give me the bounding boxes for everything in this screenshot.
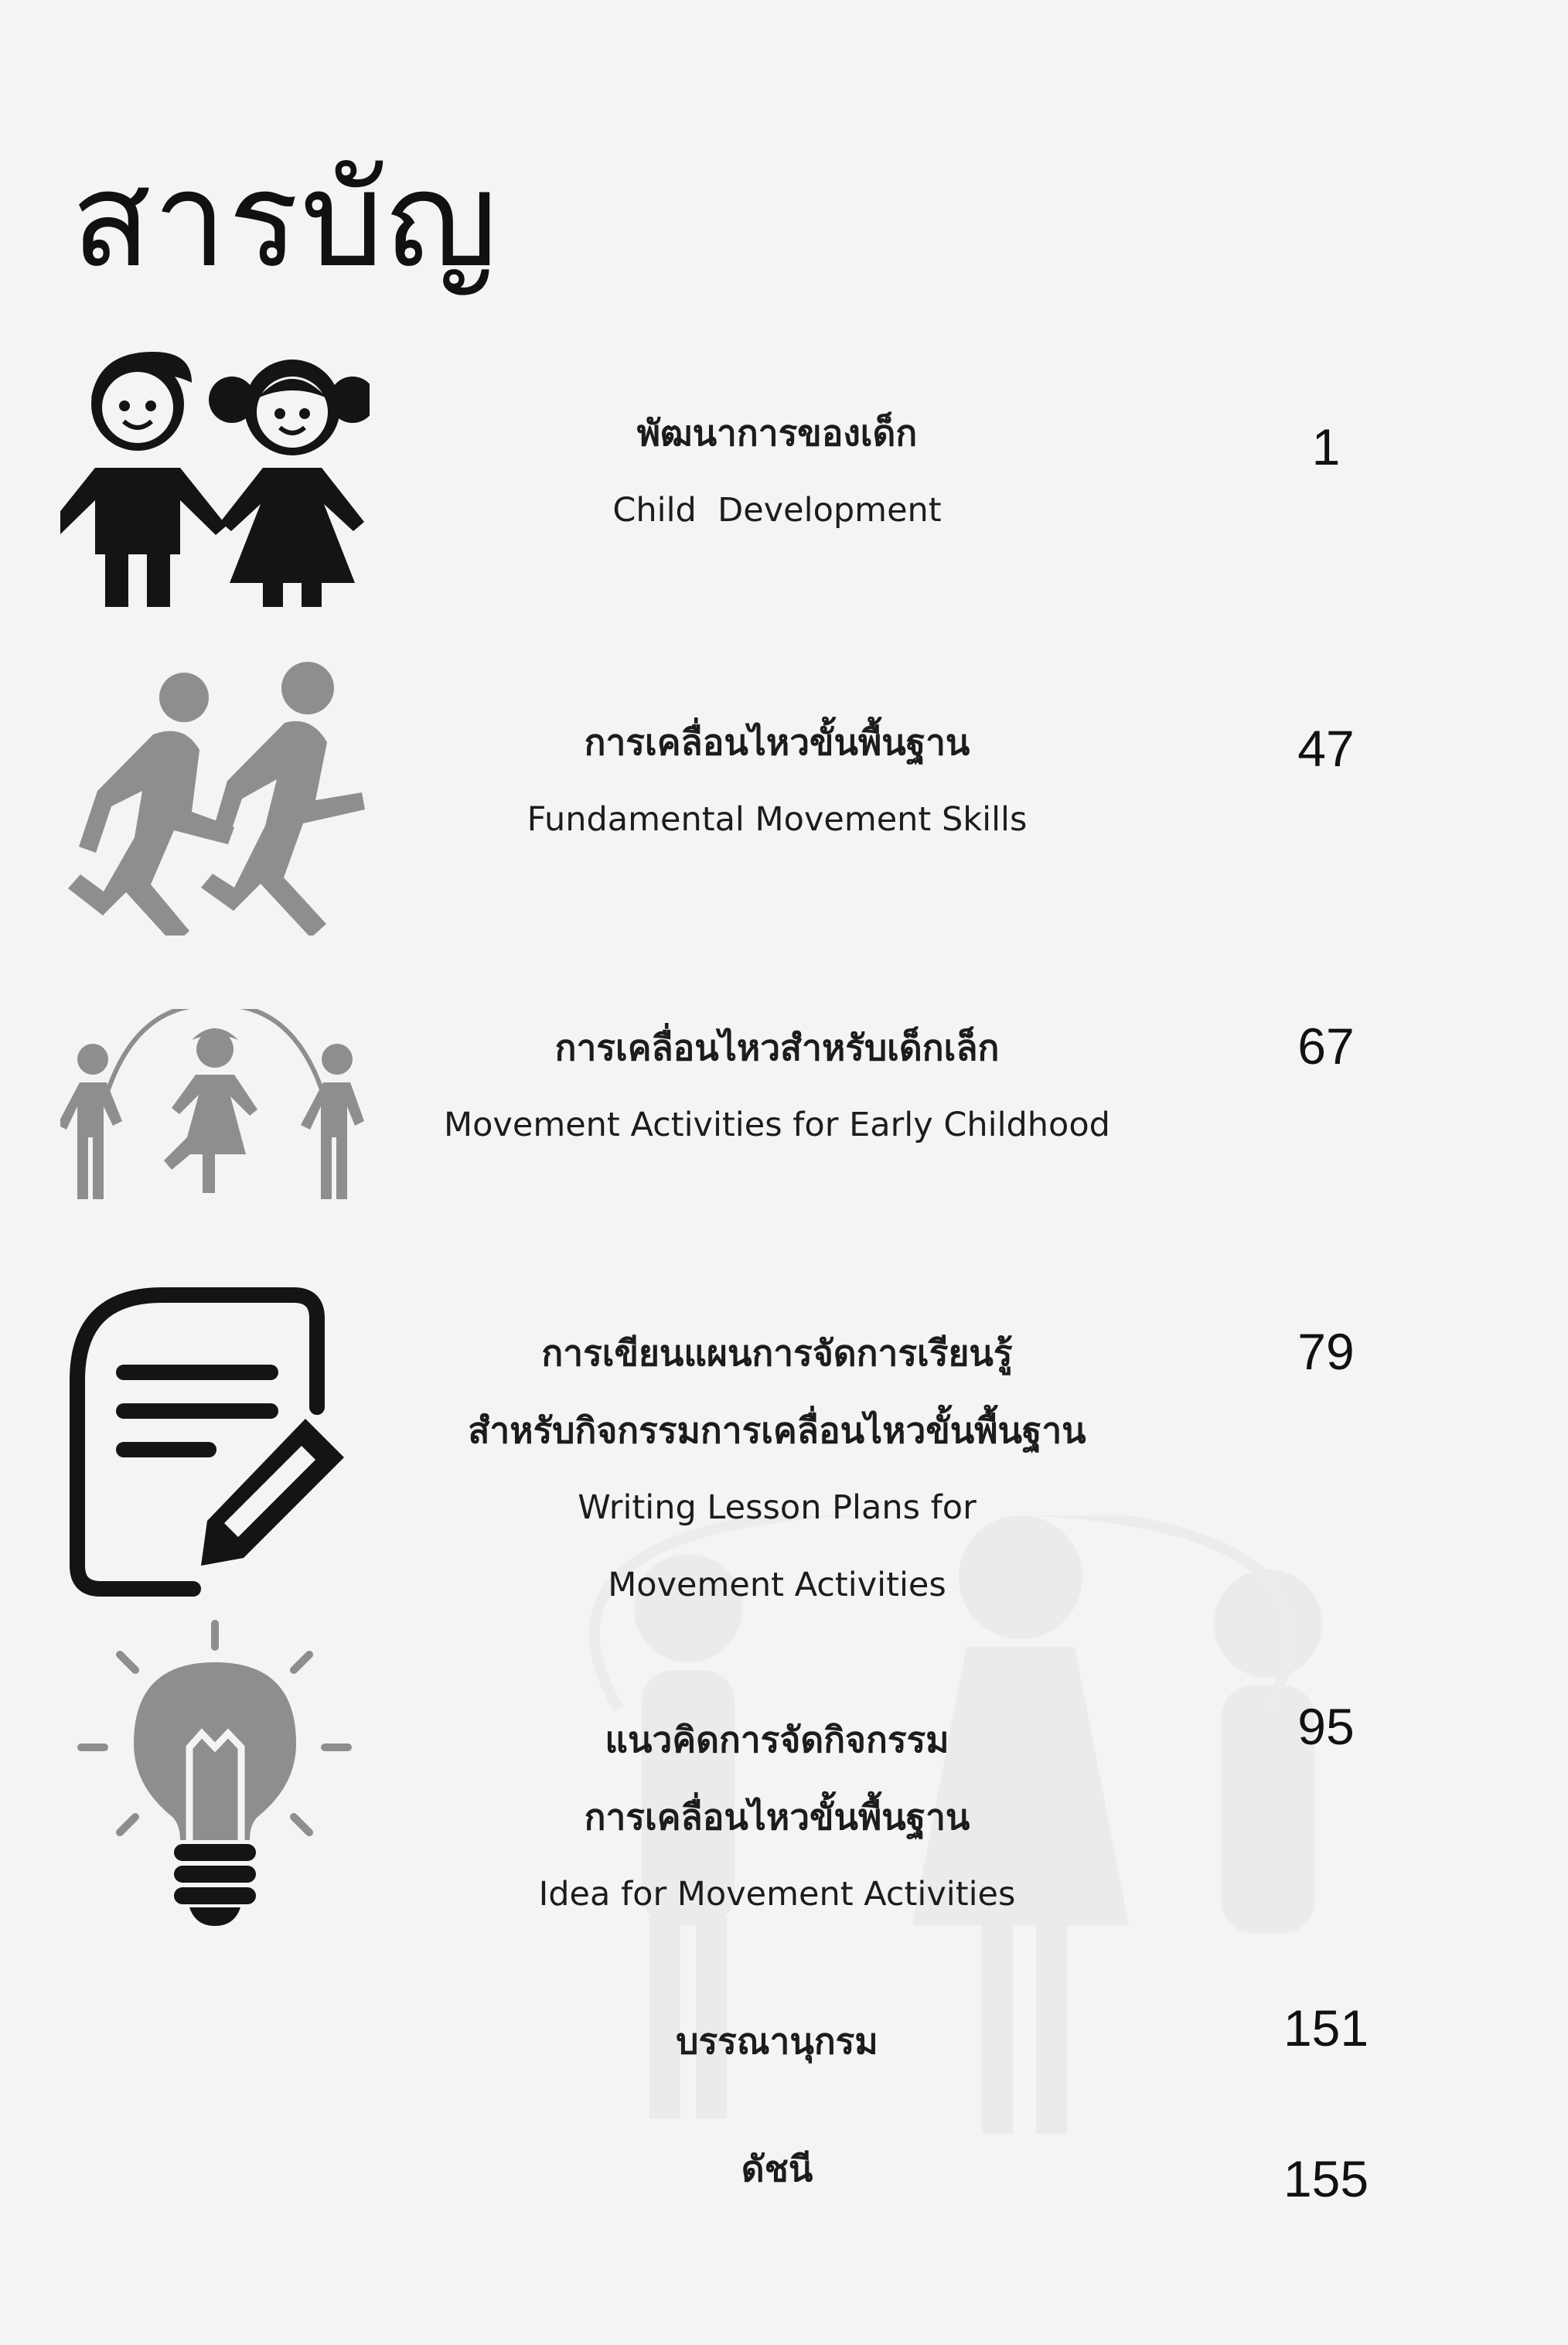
toc-entry-early-childhood-movement[interactable] — [363, 1009, 1191, 1164]
entry-thai-title: การเขียนแผนการจัดการเรียนรู้ — [541, 1332, 1013, 1374]
page-number: 1 — [1311, 418, 1341, 475]
lightbulb-icon — [73, 1620, 360, 1929]
toc-entry-child-development[interactable] — [363, 394, 1191, 549]
toc-entry-writing-lesson-plans[interactable] — [363, 1314, 1191, 1624]
toc-entry-bibliography[interactable] — [363, 2002, 1191, 2080]
entry-thai-title: การเคลื่อนไหวสำหรับเด็กเล็ก — [554, 1027, 1000, 1069]
document-pencil-icon — [70, 1287, 356, 1600]
page-title: สารบัญ — [71, 144, 499, 297]
entry-thai-title: การเคลื่อนไหวขั้นพื้นฐาน — [584, 721, 970, 763]
entry-english-title: Writing Lesson Plans for — [578, 1488, 977, 1527]
entry-thai-title: พัฒนาการของเด็ก — [636, 412, 918, 454]
entry-english-title: Movement Activities for Early Childhood — [444, 1106, 1110, 1144]
entry-thai-title: บรรณานุกรม — [676, 2020, 878, 2062]
running-children-icon — [60, 657, 370, 936]
toc-entry-fundamental-movement-skills[interactable] — [363, 704, 1191, 858]
jump-rope-children-icon — [60, 1009, 370, 1225]
entry-thai-title: แนวคิดการจัดกิจกรรม — [605, 1719, 949, 1760]
toc-entry-index[interactable] — [363, 2130, 1191, 2207]
entry-english-title: Child Development — [612, 491, 942, 530]
entry-thai-title: สำหรับกิจกรรมการเคลื่อนไหวขั้นพื้นฐาน — [468, 1409, 1086, 1451]
page-number: 67 — [1297, 1017, 1355, 1075]
page-number: 79 — [1297, 1323, 1355, 1380]
page-number: 95 — [1297, 1698, 1355, 1755]
page-number: 155 — [1283, 2150, 1369, 2207]
entry-english-title: Movement Activities — [608, 1566, 946, 1604]
boy-girl-holding-hands-icon — [60, 344, 370, 611]
entry-thai-title: ดัชนี — [741, 2148, 813, 2190]
page-number: 47 — [1297, 720, 1355, 777]
entry-english-title: Idea for Movement Activities — [538, 1875, 1016, 1914]
entry-english-title: Fundamental Movement Skills — [527, 800, 1028, 839]
page-number: 151 — [1283, 1999, 1369, 2057]
toc-entry-idea-movement-activities[interactable] — [363, 1701, 1191, 1933]
entry-thai-title: การเคลื่อนไหวขั้นพื้นฐาน — [584, 1796, 970, 1838]
